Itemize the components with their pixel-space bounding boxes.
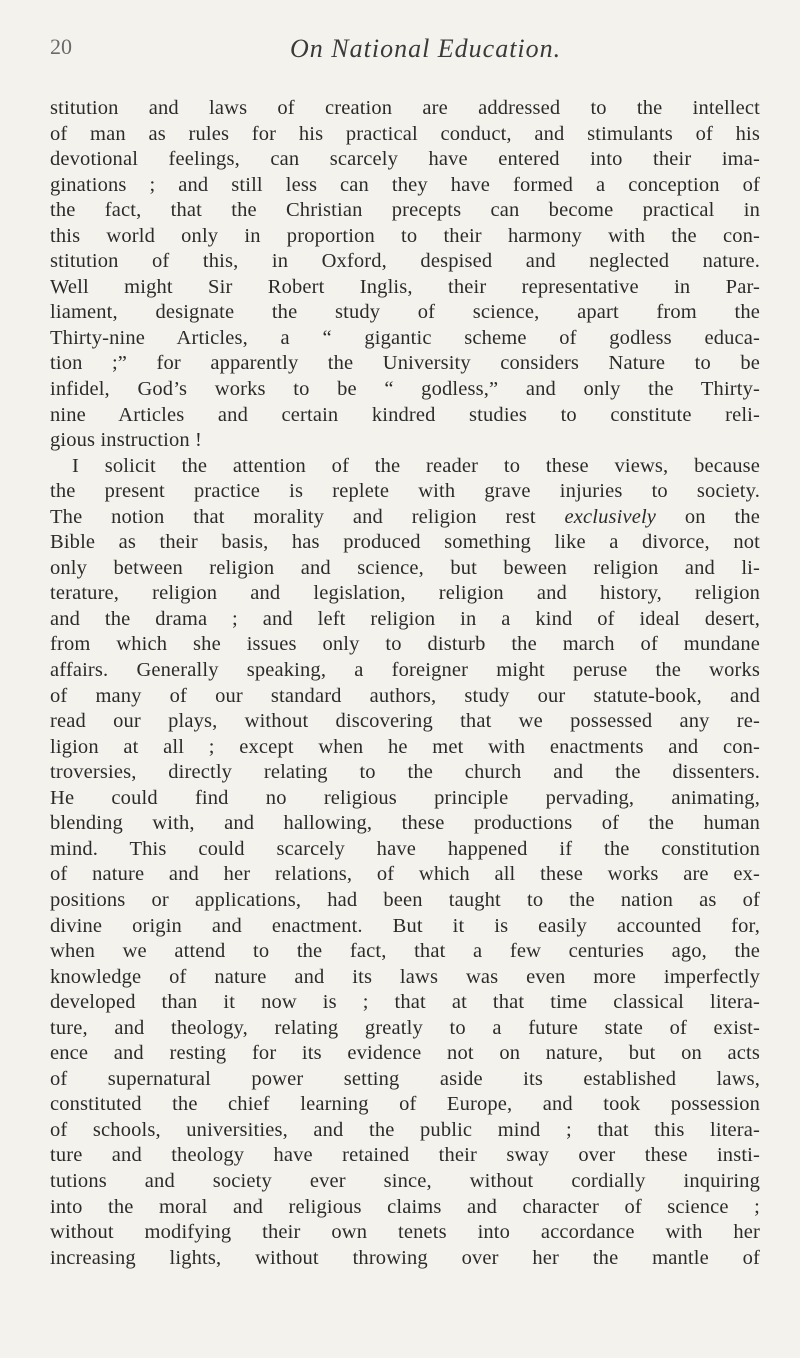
text-line: read our plays, without discovering that we possessed any re- bbox=[50, 710, 760, 733]
text-line-with-emphasis bbox=[50, 505, 760, 531]
text-line: this world only in proportion to their harmony with the con- bbox=[50, 224, 760, 247]
text-line: Well might Sir Robert Inglis, their representative in Par- bbox=[50, 275, 760, 298]
text-line: constituted the chief learning of Europe, and took possession bbox=[50, 1093, 760, 1116]
text-line: ence and resting for its evidence not on nature, but on acts bbox=[50, 1042, 760, 1065]
text-line: terature, religion and legislation, religion and history, religion bbox=[50, 582, 760, 605]
text-line: stitution of this, in Oxford, despised and neglected nature. bbox=[50, 250, 760, 273]
text-line: He could find no religious principle pervading, animating, bbox=[50, 786, 760, 809]
paragraph-start-line: I solicit the attention of the reader to these views, because bbox=[72, 454, 760, 477]
text-line: Bible as their basis, has produced something like a divorce, not bbox=[50, 531, 760, 554]
text-line: positions or applications, had been taught to the nation as of bbox=[50, 888, 760, 911]
page-header bbox=[50, 34, 770, 74]
text-line: of schools, universities, and the public mind ; that this litera- bbox=[50, 1118, 760, 1141]
text-line: Thirty-nine Articles, a “ gigantic scheme of godless educa- bbox=[50, 326, 760, 349]
text-line: ligion at all ; except when he met with enactments and con- bbox=[50, 735, 760, 758]
emphasis-exclusively: exclusively bbox=[564, 505, 657, 528]
text-line: devotional feelings, can scarcely have entered into their ima- bbox=[50, 148, 760, 171]
text-line: when we attend to the fact, that a few centuries ago, the bbox=[50, 940, 760, 963]
text-line: increasing lights, without throwing over her the mantle of bbox=[50, 1246, 760, 1269]
text-line: ture, and theology, relating greatly to a future state of exist- bbox=[50, 1016, 760, 1039]
text-line: liament, designate the study of science, apart from the bbox=[50, 301, 760, 324]
text-line: and the drama ; and left religion in a kind of ideal desert, bbox=[50, 607, 760, 630]
text-line: of many of our standard authors, study our statute-book, and bbox=[50, 684, 760, 707]
text-line: of nature and her relations, of which all these works are ex- bbox=[50, 863, 760, 886]
text-line: divine origin and enactment. But it is easily accounted for, bbox=[50, 914, 760, 937]
running-title: On National Education. bbox=[290, 34, 562, 63]
text-line: blending with, and hallowing, these productions of the human bbox=[50, 812, 760, 835]
text-line: troversies, directly relating to the church and the dissenters. bbox=[50, 761, 760, 784]
text-segment: on the bbox=[684, 505, 760, 528]
text-line: without modifying their own tenets into accordance with her bbox=[50, 1221, 760, 1244]
text-line: affairs. Generally speaking, a foreigner might peruse the works bbox=[50, 659, 760, 682]
body-text bbox=[50, 96, 760, 1271]
text-line: ginations ; and still less can they have formed a conception of bbox=[50, 173, 760, 196]
text-segment: The notion that morality and religion rest bbox=[50, 505, 536, 528]
text-line: of supernatural power setting aside its established laws, bbox=[50, 1067, 760, 1090]
text-line: infidel, God’s works to be “ godless,” and only the Thirty- bbox=[50, 378, 760, 401]
text-line: tion ;” for apparently the University considers Nature to be bbox=[50, 352, 760, 375]
text-line: developed than it now is ; that at that time classical litera- bbox=[50, 991, 760, 1014]
text-line: gious instruction ! bbox=[50, 429, 203, 452]
text-line: into the moral and religious claims and character of science ; bbox=[50, 1195, 760, 1218]
text-line: knowledge of nature and its laws was even more imperfectly bbox=[50, 965, 760, 988]
text-line: tutions and society ever since, without cordially inquiring bbox=[50, 1169, 760, 1192]
text-line: stitution and laws of creation are addressed to the intellect bbox=[50, 97, 760, 119]
text-line: mind. This could scarcely have happened if the constitution bbox=[50, 837, 760, 860]
text-line: the present practice is replete with grave injuries to society. bbox=[50, 480, 760, 503]
text-line: of man as rules for his practical conduct, and stimulants of his bbox=[50, 122, 760, 145]
text-line: only between religion and science, but beween religion and li- bbox=[50, 556, 760, 579]
text-line: ture and theology have retained their sway over these insti- bbox=[50, 1144, 760, 1167]
text-line: nine Articles and certain kindred studies to constitute reli- bbox=[50, 403, 760, 426]
text-line: the fact, that the Christian precepts can become practical in bbox=[50, 199, 760, 222]
text-line: from which she issues only to disturb the march of mundane bbox=[50, 633, 760, 656]
page-number: 20 bbox=[50, 34, 72, 59]
